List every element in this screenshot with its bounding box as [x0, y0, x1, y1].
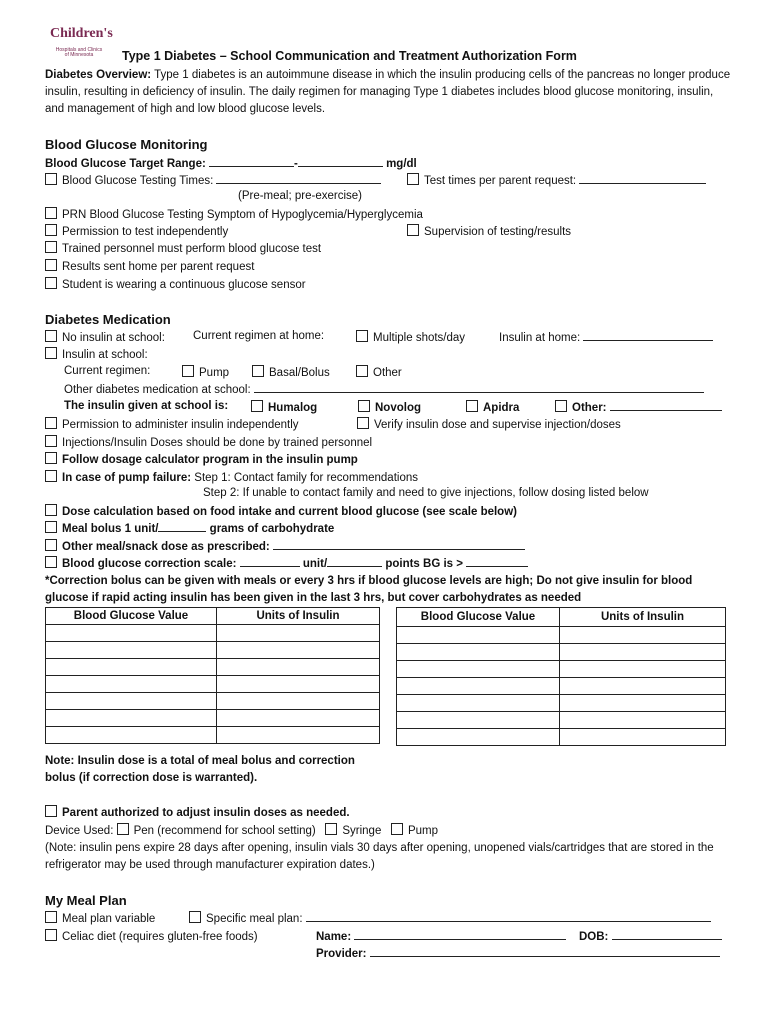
meal-bolus-checkbox[interactable] [45, 521, 57, 533]
trained-row: Trained personnel must perform blood glucose test [45, 241, 321, 255]
name-row: Name: [316, 929, 566, 943]
other-insulin-row: Other: [555, 400, 722, 414]
testing-times-row: Blood Glucose Testing Times: [45, 173, 381, 187]
meal-plan-heading: My Meal Plan [45, 893, 127, 908]
injections-row: Injections/Insulin Doses should be done by trained personnel [45, 435, 372, 449]
basal-checkbox[interactable] [252, 365, 264, 377]
current-home-label: Current regimen at home: [193, 330, 325, 342]
meal-variable-checkbox[interactable] [45, 911, 57, 923]
prn-checkbox[interactable] [45, 207, 57, 219]
apidra-row: Apidra [466, 400, 519, 414]
specific-meal-checkbox[interactable] [189, 911, 201, 923]
meal-bolus-row: Meal bolus 1 unit/ grams of carbohydrate [45, 521, 334, 535]
supervision-checkbox[interactable] [407, 224, 419, 236]
multiple-shots-checkbox[interactable] [356, 330, 368, 342]
specific-meal-row: Specific meal plan: [189, 911, 711, 925]
provider-field[interactable] [370, 946, 720, 957]
parent-adjust-checkbox[interactable] [45, 805, 57, 817]
other-regimen-checkbox[interactable] [356, 365, 368, 377]
sensor-checkbox[interactable] [45, 277, 57, 289]
no-insulin-row: No insulin at school: [45, 330, 165, 344]
correction-bg-field[interactable] [466, 556, 528, 567]
apidra-checkbox[interactable] [466, 400, 478, 412]
col-bg-value: Blood Glucose Value [46, 608, 217, 625]
sensor-row: Student is wearing a continuous glucose sensor [45, 277, 306, 291]
dob-field[interactable] [612, 929, 722, 940]
device-pump-checkbox[interactable] [391, 823, 403, 835]
verify-checkbox[interactable] [357, 417, 369, 429]
permission-test-checkbox[interactable] [45, 224, 57, 236]
pen-checkbox[interactable] [117, 823, 129, 835]
pens-note: (Note: insulin pens expire 28 days after opening, insulin vials 30 days after opening, unopened vials/cartridges that are stored in the refrigerator may be used through manufacturer expiration dates.) [45, 842, 714, 871]
pump-checkbox[interactable] [182, 365, 194, 377]
medication-heading: Diabetes Medication [45, 312, 171, 327]
humalog-row: Humalog [251, 400, 317, 414]
correction-checkbox[interactable] [45, 556, 57, 568]
verify-row: Verify insulin dose and supervise injection/doses [357, 417, 621, 431]
basal-row: Basal/Bolus [252, 365, 330, 379]
correction-table-right [396, 607, 726, 746]
hospital-logo [47, 22, 113, 62]
form-title: Type 1 Diabetes – School Communication and Treatment Authorization Form [122, 49, 577, 63]
name-field[interactable] [354, 929, 566, 940]
perm-admin-checkbox[interactable] [45, 417, 57, 429]
celiac-row: Celiac diet (requires gluten-free foods) [45, 929, 258, 943]
results-checkbox[interactable] [45, 259, 57, 271]
correction-unit-field[interactable] [240, 556, 300, 567]
testing-times-field[interactable] [216, 173, 381, 184]
diabetes-overview: Diabetes Overview: Type 1 diabetes is an autoimmune disease in which the insulin producing cells of the pancreas no longer produce insulin, resulting in deficiency of insulin. The daily regimen for managing Type 1 diabetes includes blood glucose monitoring, insulin, and management of high and low blood glucose levels. [45, 69, 731, 115]
test-times-parent-row: Test times per parent request: [407, 173, 706, 187]
testing-times-checkbox[interactable] [45, 173, 57, 185]
other-meal-row: Other meal/snack dose as prescribed: [45, 539, 525, 553]
trained-checkbox[interactable] [45, 241, 57, 253]
step2-text: Step 2: If unable to contact family and need to give injections, follow dosing listed below [203, 487, 649, 499]
test-times-parent-field[interactable] [579, 173, 706, 184]
other-insulin-field[interactable] [610, 400, 722, 411]
insulin-total-note: Note: Insulin dose is a total of meal bolus and correction bolus (if correction dose is warranted). [45, 755, 355, 784]
meal-bolus-field[interactable] [158, 521, 206, 532]
specific-meal-field[interactable] [306, 911, 711, 922]
no-insulin-checkbox[interactable] [45, 330, 57, 342]
bgm-heading: Blood Glucose Monitoring [45, 137, 208, 152]
provider-row: Provider: [316, 946, 720, 960]
current-regimen-label: Current regimen: [64, 365, 151, 377]
dose-calc-checkbox[interactable] [45, 504, 57, 516]
permission-test-row: Permission to test independently [45, 224, 228, 238]
supervision-row: Supervision of testing/results [407, 224, 571, 238]
novolog-row: Novolog [358, 400, 421, 414]
other-med-field[interactable] [254, 382, 704, 393]
col-bg-value: Blood Glucose Value [397, 608, 560, 627]
premeal-note: (Pre-meal; pre-exercise) [238, 190, 362, 202]
pump-failure-row: In case of pump failure: Step 1: Contact family for recommendations [45, 470, 418, 484]
insulin-home-field[interactable] [583, 330, 713, 341]
insulin-school-checkbox[interactable] [45, 347, 57, 359]
correction-table-left [45, 607, 380, 744]
logo-subtitle: Hospitals and Clinics of Minnesota [55, 47, 103, 58]
correction-note: *Correction bolus can be given with meals or every 3 hrs if blood glucose levels are high; Do not give insulin for blood glucose if rapid acting insulin has been given in the last 3 hrs, but cover carbohydrates as needed [45, 575, 693, 604]
col-units: Units of Insulin [217, 608, 380, 625]
parent-adjust-row: Parent authorized to adjust insulin doses as needed. [45, 805, 350, 819]
pump-row: Pump [182, 365, 229, 379]
other-meal-checkbox[interactable] [45, 539, 57, 551]
celiac-checkbox[interactable] [45, 929, 57, 941]
novolog-checkbox[interactable] [358, 400, 370, 412]
correction-points-field[interactable] [327, 556, 382, 567]
insulin-school-row: Insulin at school: [45, 347, 148, 361]
insulin-given-label: The insulin given at school is: [64, 400, 229, 412]
pump-failure-checkbox[interactable] [45, 470, 57, 482]
humalog-checkbox[interactable] [251, 400, 263, 412]
correction-row: Blood glucose correction scale: unit/ points BG is > [45, 556, 528, 570]
test-times-parent-checkbox[interactable] [407, 173, 419, 185]
multiple-shots-row: Multiple shots/day [356, 330, 465, 344]
other-med-row: Other diabetes medication at school: [64, 382, 704, 396]
perm-admin-row: Permission to administer insulin independently [45, 417, 299, 431]
syringe-checkbox[interactable] [325, 823, 337, 835]
prn-row: PRN Blood Glucose Testing Symptom of Hypoglycemia/Hyperglycemia [45, 207, 423, 221]
target-range: Blood Glucose Target Range: - mg/dl [45, 158, 417, 170]
insulin-home-row: Insulin at home: [499, 330, 713, 344]
dose-calc-row: Dose calculation based on food intake and current blood glucose (see scale below) [45, 504, 517, 518]
follow-row: Follow dosage calculator program in the insulin pump [45, 452, 358, 466]
device-row: Device Used: Pen (recommend for school setting) Syringe Pump [45, 825, 438, 837]
results-row: Results sent home per parent request [45, 259, 254, 273]
other-meal-field[interactable] [273, 539, 525, 550]
col-units: Units of Insulin [560, 608, 726, 627]
injections-checkbox[interactable] [45, 435, 57, 447]
follow-checkbox[interactable] [45, 452, 57, 464]
other-regimen-row: Other [356, 365, 402, 379]
logo-name: Children's [50, 26, 113, 41]
dob-row: DOB: [579, 929, 722, 943]
meal-variable-row: Meal plan variable [45, 911, 155, 925]
other-insulin-checkbox[interactable] [555, 400, 567, 412]
